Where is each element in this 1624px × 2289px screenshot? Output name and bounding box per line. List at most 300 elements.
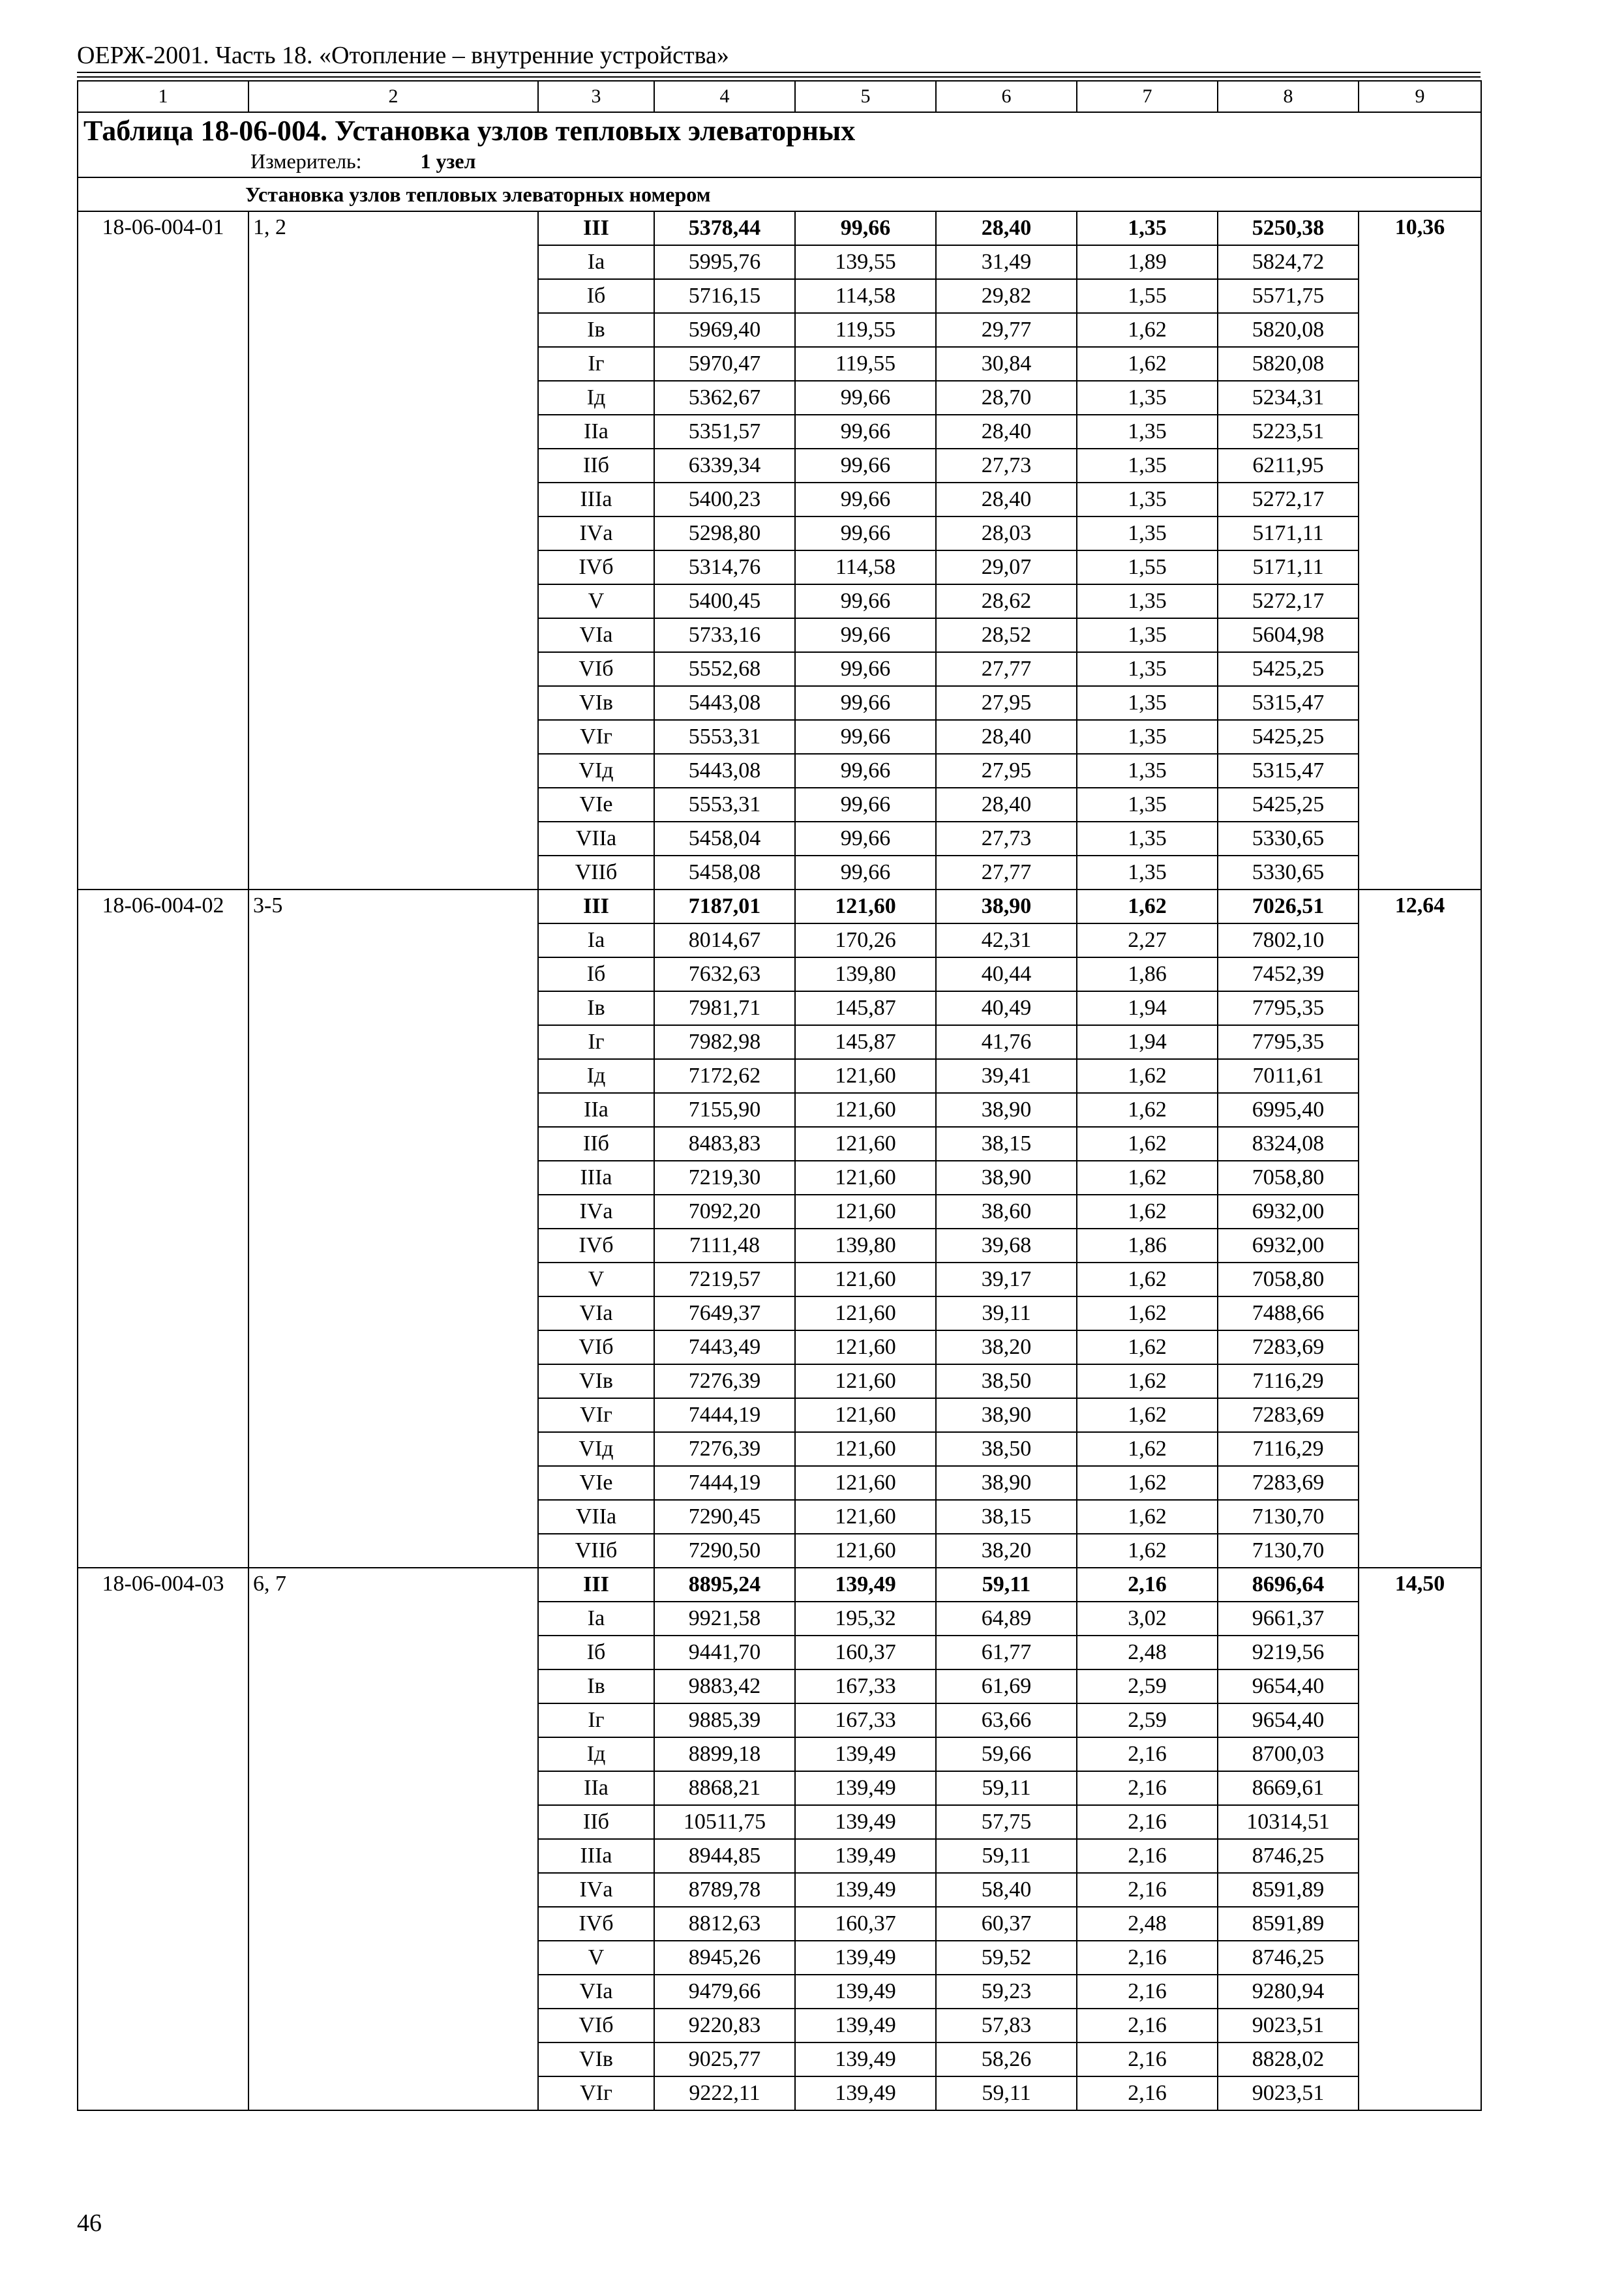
row-variant: VIд (538, 754, 654, 788)
unit-line (83, 148, 1475, 174)
row-variant: VIв (538, 686, 654, 720)
total-cost: 5298,80 (654, 516, 795, 550)
wages: 121,60 (795, 1432, 936, 1466)
row-variant: IVа (538, 1873, 654, 1907)
total-cost: 7444,19 (654, 1466, 795, 1500)
materials-cost: 5315,47 (1218, 754, 1359, 788)
column-number: 6 (936, 81, 1077, 112)
machine-cost: 60,37 (936, 1907, 1077, 1941)
row-variant: V (538, 1941, 654, 1975)
machinist-wages: 1,35 (1077, 211, 1218, 245)
machinist-wages: 1,55 (1077, 279, 1218, 313)
materials-cost: 10314,51 (1218, 1805, 1359, 1839)
total-cost: 5378,44 (654, 211, 795, 245)
materials-cost: 7802,10 (1218, 923, 1359, 957)
machine-cost: 57,83 (936, 2009, 1077, 2042)
machinist-wages: 2,48 (1077, 1636, 1218, 1669)
row-variant: VIа (538, 1296, 654, 1330)
materials-cost: 8591,89 (1218, 1907, 1359, 1941)
materials-cost: 5330,65 (1218, 822, 1359, 856)
machinist-wages: 1,35 (1077, 483, 1218, 516)
machinist-wages: 2,16 (1077, 2076, 1218, 2110)
machine-cost: 31,49 (936, 245, 1077, 279)
total-cost: 9025,77 (654, 2042, 795, 2076)
materials-cost: 7283,69 (1218, 1466, 1359, 1500)
machinist-wages: 3,02 (1077, 1602, 1218, 1636)
table-row (78, 890, 1481, 923)
wages: 160,37 (795, 1636, 936, 1669)
wages: 139,49 (795, 1941, 936, 1975)
machine-cost: 38,90 (936, 1398, 1077, 1432)
elevator-number: 6, 7 (248, 1568, 538, 2110)
machine-cost: 30,84 (936, 347, 1077, 381)
machinist-wages: 2,59 (1077, 1669, 1218, 1703)
machine-cost: 27,73 (936, 822, 1077, 856)
materials-cost: 5330,65 (1218, 856, 1359, 890)
total-cost: 7290,45 (654, 1500, 795, 1534)
machinist-wages: 1,62 (1077, 347, 1218, 381)
wages: 145,87 (795, 991, 936, 1025)
machine-cost: 27,77 (936, 652, 1077, 686)
machine-cost: 38,90 (936, 1161, 1077, 1195)
total-cost: 7981,71 (654, 991, 795, 1025)
total-cost: 8945,26 (654, 1941, 795, 1975)
materials-cost: 9654,40 (1218, 1703, 1359, 1737)
table-title-row (78, 112, 1481, 177)
header-rule (77, 76, 1481, 78)
total-cost: 5553,31 (654, 720, 795, 754)
row-variant: IVа (538, 1195, 654, 1229)
machine-cost: 28,70 (936, 381, 1077, 415)
wages: 121,60 (795, 1500, 936, 1534)
materials-cost: 7283,69 (1218, 1330, 1359, 1364)
materials-cost: 8669,61 (1218, 1771, 1359, 1805)
materials-cost: 5315,47 (1218, 686, 1359, 720)
row-variant: IIб (538, 449, 654, 483)
machine-cost: 27,73 (936, 449, 1077, 483)
machine-cost: 59,11 (936, 1839, 1077, 1873)
total-cost: 7187,01 (654, 890, 795, 923)
row-variant: IIб (538, 1805, 654, 1839)
wages: 139,80 (795, 957, 936, 991)
machine-cost: 28,52 (936, 618, 1077, 652)
materials-cost: 9023,51 (1218, 2076, 1359, 2110)
wages: 99,66 (795, 788, 936, 822)
materials-cost: 9219,56 (1218, 1636, 1359, 1669)
machine-cost: 61,69 (936, 1669, 1077, 1703)
wages: 121,60 (795, 1263, 936, 1296)
machinist-wages: 2,27 (1077, 923, 1218, 957)
machinist-wages: 1,62 (1077, 1263, 1218, 1296)
total-cost: 5969,40 (654, 313, 795, 347)
machine-cost: 38,50 (936, 1432, 1077, 1466)
row-variant: VIг (538, 1398, 654, 1432)
total-cost: 5733,16 (654, 618, 795, 652)
machinist-wages: 1,35 (1077, 856, 1218, 890)
materials-cost: 5171,11 (1218, 550, 1359, 584)
row-variant: Iд (538, 381, 654, 415)
materials-cost: 7011,61 (1218, 1059, 1359, 1093)
machine-cost: 28,03 (936, 516, 1077, 550)
materials-cost: 9661,37 (1218, 1602, 1359, 1636)
materials-cost: 5820,08 (1218, 313, 1359, 347)
machine-cost: 29,82 (936, 279, 1077, 313)
row-variant: VIб (538, 652, 654, 686)
materials-cost: 5820,08 (1218, 347, 1359, 381)
wages: 114,58 (795, 279, 936, 313)
total-cost: 5458,08 (654, 856, 795, 890)
unit-value: 1 узел (420, 149, 476, 173)
row-variant: VIг (538, 2076, 654, 2110)
machinist-wages: 1,86 (1077, 957, 1218, 991)
wages: 99,66 (795, 652, 936, 686)
wages: 139,49 (795, 2042, 936, 2076)
row-variant: IVа (538, 516, 654, 550)
wages: 139,49 (795, 1873, 936, 1907)
row-variant: Iг (538, 347, 654, 381)
machine-cost: 63,66 (936, 1703, 1077, 1737)
machinist-wages: 2,16 (1077, 2009, 1218, 2042)
machinist-wages: 1,35 (1077, 686, 1218, 720)
total-cost: 5716,15 (654, 279, 795, 313)
wages: 121,60 (795, 1161, 936, 1195)
materials-cost: 8700,03 (1218, 1737, 1359, 1771)
wages: 139,55 (795, 245, 936, 279)
total-cost: 7982,98 (654, 1025, 795, 1059)
machinist-wages: 1,35 (1077, 788, 1218, 822)
table-title: Таблица 18-06-004. Установка узлов тепловых элеваторных (83, 115, 856, 147)
row-variant: V (538, 1263, 654, 1296)
row-variant: III (538, 211, 654, 245)
machine-cost: 38,15 (936, 1127, 1077, 1161)
row-variant: Iг (538, 1025, 654, 1059)
total-cost: 8868,21 (654, 1771, 795, 1805)
materials-cost: 5604,98 (1218, 618, 1359, 652)
row-variant: IVб (538, 550, 654, 584)
machine-cost: 39,68 (936, 1229, 1077, 1263)
table-title-cell (78, 112, 1481, 177)
total-cost: 9885,39 (654, 1703, 795, 1737)
machinist-wages: 1,62 (1077, 313, 1218, 347)
machine-cost: 27,95 (936, 754, 1077, 788)
wages: 99,66 (795, 618, 936, 652)
page-number: 46 (77, 2209, 102, 2237)
machine-cost: 28,40 (936, 211, 1077, 245)
total-cost: 5995,76 (654, 245, 795, 279)
materials-cost: 5171,11 (1218, 516, 1359, 550)
materials-cost: 8828,02 (1218, 2042, 1359, 2076)
row-variant: IIб (538, 1127, 654, 1161)
machine-cost: 58,26 (936, 2042, 1077, 2076)
materials-cost: 5234,31 (1218, 381, 1359, 415)
row-variant: IIа (538, 1093, 654, 1127)
machine-cost: 38,50 (936, 1364, 1077, 1398)
wages: 139,80 (795, 1229, 936, 1263)
labor-cost: 12,64 (1359, 890, 1481, 1568)
machine-cost: 59,66 (936, 1737, 1077, 1771)
wages: 121,60 (795, 1466, 936, 1500)
row-variant: VIв (538, 1364, 654, 1398)
wages: 99,66 (795, 720, 936, 754)
materials-cost: 7795,35 (1218, 991, 1359, 1025)
table-row (78, 211, 1481, 245)
column-number: 5 (795, 81, 936, 112)
row-variant: IIIа (538, 1839, 654, 1873)
wages: 99,66 (795, 483, 936, 516)
materials-cost: 7283,69 (1218, 1398, 1359, 1432)
machine-cost: 29,77 (936, 313, 1077, 347)
machinist-wages: 1,35 (1077, 381, 1218, 415)
machine-cost: 28,40 (936, 483, 1077, 516)
labor-cost: 14,50 (1359, 1568, 1481, 2110)
labor-cost: 10,36 (1359, 211, 1481, 890)
total-cost: 7632,63 (654, 957, 795, 991)
total-cost: 5400,23 (654, 483, 795, 516)
materials-cost: 8746,25 (1218, 1941, 1359, 1975)
total-cost: 9479,66 (654, 1975, 795, 2009)
wages: 99,66 (795, 856, 936, 890)
machinist-wages: 1,94 (1077, 991, 1218, 1025)
section-title: Установка узлов тепловых элеваторных номером (78, 177, 1481, 211)
wages: 119,55 (795, 347, 936, 381)
machinist-wages: 2,16 (1077, 1771, 1218, 1805)
machine-cost: 38,90 (936, 1466, 1077, 1500)
machine-cost: 28,62 (936, 584, 1077, 618)
total-cost: 7219,57 (654, 1263, 795, 1296)
total-cost: 8899,18 (654, 1737, 795, 1771)
materials-cost: 7026,51 (1218, 890, 1359, 923)
total-cost: 9220,83 (654, 2009, 795, 2042)
materials-cost: 8324,08 (1218, 1127, 1359, 1161)
table-body (78, 81, 1481, 2110)
section-title-row (78, 177, 1481, 211)
row-variant: IIа (538, 415, 654, 449)
materials-cost: 7116,29 (1218, 1432, 1359, 1466)
machinist-wages: 1,62 (1077, 890, 1218, 923)
column-number: 2 (248, 81, 538, 112)
wages: 139,49 (795, 1839, 936, 1873)
row-variant: VIг (538, 720, 654, 754)
wages: 170,26 (795, 923, 936, 957)
total-cost: 7111,48 (654, 1229, 795, 1263)
row-variant: VIа (538, 1975, 654, 2009)
materials-cost: 6932,00 (1218, 1229, 1359, 1263)
machine-cost: 39,17 (936, 1263, 1077, 1296)
machine-cost: 39,11 (936, 1296, 1077, 1330)
total-cost: 9883,42 (654, 1669, 795, 1703)
machine-cost: 38,60 (936, 1195, 1077, 1229)
total-cost: 9921,58 (654, 1602, 795, 1636)
machine-cost: 38,15 (936, 1500, 1077, 1534)
machine-cost: 58,40 (936, 1873, 1077, 1907)
row-variant: Iд (538, 1737, 654, 1771)
machine-cost: 27,95 (936, 686, 1077, 720)
materials-cost: 5425,25 (1218, 788, 1359, 822)
wages: 167,33 (795, 1703, 936, 1737)
machine-cost: 42,31 (936, 923, 1077, 957)
row-variant: IIIа (538, 483, 654, 516)
total-cost: 5362,67 (654, 381, 795, 415)
wages: 121,60 (795, 1059, 936, 1093)
materials-cost: 5250,38 (1218, 211, 1359, 245)
row-variant: V (538, 584, 654, 618)
machinist-wages: 1,62 (1077, 1093, 1218, 1127)
machinist-wages: 2,16 (1077, 1975, 1218, 2009)
machine-cost: 40,49 (936, 991, 1077, 1025)
machine-cost: 28,40 (936, 720, 1077, 754)
wages: 121,60 (795, 1398, 936, 1432)
total-cost: 8944,85 (654, 1839, 795, 1873)
wages: 99,66 (795, 415, 936, 449)
total-cost: 5351,57 (654, 415, 795, 449)
machinist-wages: 1,62 (1077, 1500, 1218, 1534)
machinist-wages: 1,35 (1077, 822, 1218, 856)
materials-cost: 9654,40 (1218, 1669, 1359, 1703)
wages: 139,49 (795, 2076, 936, 2110)
machinist-wages: 1,62 (1077, 1466, 1218, 1500)
total-cost: 6339,34 (654, 449, 795, 483)
machinist-wages: 1,89 (1077, 245, 1218, 279)
machinist-wages: 1,35 (1077, 720, 1218, 754)
row-variant: IVб (538, 1907, 654, 1941)
machine-cost: 59,23 (936, 1975, 1077, 2009)
norms-table (77, 80, 1482, 2111)
total-cost: 7276,39 (654, 1364, 795, 1398)
wages: 99,66 (795, 822, 936, 856)
machine-cost: 59,11 (936, 2076, 1077, 2110)
materials-cost: 5272,17 (1218, 483, 1359, 516)
materials-cost: 5824,72 (1218, 245, 1359, 279)
total-cost: 9441,70 (654, 1636, 795, 1669)
column-number: 1 (78, 81, 248, 112)
machinist-wages: 2,16 (1077, 1568, 1218, 1602)
wages: 167,33 (795, 1669, 936, 1703)
row-variant: VIб (538, 1330, 654, 1364)
materials-cost: 7116,29 (1218, 1364, 1359, 1398)
materials-cost: 6995,40 (1218, 1093, 1359, 1127)
machine-cost: 40,44 (936, 957, 1077, 991)
wages: 139,49 (795, 2009, 936, 2042)
machinist-wages: 2,48 (1077, 1907, 1218, 1941)
row-variant: VIIб (538, 1534, 654, 1568)
machine-cost: 38,90 (936, 890, 1077, 923)
total-cost: 8483,83 (654, 1127, 795, 1161)
machinist-wages: 1,55 (1077, 550, 1218, 584)
row-variant: IIа (538, 1771, 654, 1805)
total-cost: 5458,04 (654, 822, 795, 856)
wages: 114,58 (795, 550, 936, 584)
total-cost: 5970,47 (654, 347, 795, 381)
column-number-row (78, 81, 1481, 112)
total-cost: 7219,30 (654, 1161, 795, 1195)
wages: 99,66 (795, 516, 936, 550)
column-number: 9 (1359, 81, 1481, 112)
row-variant: Iг (538, 1703, 654, 1737)
materials-cost: 8591,89 (1218, 1873, 1359, 1907)
row-variant: VIIб (538, 856, 654, 890)
materials-cost: 7058,80 (1218, 1263, 1359, 1296)
column-number: 4 (654, 81, 795, 112)
total-cost: 5314,76 (654, 550, 795, 584)
wages: 139,49 (795, 1737, 936, 1771)
total-cost: 10511,75 (654, 1805, 795, 1839)
machine-cost: 38,20 (936, 1534, 1077, 1568)
machine-cost: 41,76 (936, 1025, 1077, 1059)
wages: 121,60 (795, 1330, 936, 1364)
wages: 139,49 (795, 1975, 936, 2009)
row-variant: VIб (538, 2009, 654, 2042)
wages: 121,60 (795, 1364, 936, 1398)
machinist-wages: 1,62 (1077, 1534, 1218, 1568)
unit-label: Измеритель: (250, 149, 362, 173)
row-variant: VIв (538, 2042, 654, 2076)
row-variant: Iа (538, 245, 654, 279)
machine-cost: 28,40 (936, 788, 1077, 822)
total-cost: 9222,11 (654, 2076, 795, 2110)
machine-cost: 39,41 (936, 1059, 1077, 1093)
column-number: 8 (1218, 81, 1359, 112)
machinist-wages: 1,62 (1077, 1364, 1218, 1398)
machinist-wages: 1,35 (1077, 652, 1218, 686)
total-cost: 5443,08 (654, 754, 795, 788)
total-cost: 7155,90 (654, 1093, 795, 1127)
machinist-wages: 2,16 (1077, 1805, 1218, 1839)
machinist-wages: 2,16 (1077, 2042, 1218, 2076)
materials-cost: 5223,51 (1218, 415, 1359, 449)
row-variant: Iв (538, 1669, 654, 1703)
materials-cost: 7452,39 (1218, 957, 1359, 991)
row-variant: VIа (538, 618, 654, 652)
machinist-wages: 1,62 (1077, 1330, 1218, 1364)
column-number: 7 (1077, 81, 1218, 112)
machine-cost: 38,90 (936, 1093, 1077, 1127)
machinist-wages: 1,35 (1077, 516, 1218, 550)
row-variant: Iб (538, 1636, 654, 1669)
row-variant: IIIа (538, 1161, 654, 1195)
materials-cost: 6211,95 (1218, 449, 1359, 483)
total-cost: 8789,78 (654, 1873, 795, 1907)
wages: 119,55 (795, 313, 936, 347)
machinist-wages: 1,62 (1077, 1059, 1218, 1093)
machinist-wages: 2,16 (1077, 1839, 1218, 1873)
machinist-wages: 1,62 (1077, 1161, 1218, 1195)
header-rule (77, 72, 1481, 73)
materials-cost: 9023,51 (1218, 2009, 1359, 2042)
wages: 121,60 (795, 1195, 936, 1229)
machinist-wages: 2,16 (1077, 1873, 1218, 1907)
row-variant: VIд (538, 1432, 654, 1466)
total-cost: 8812,63 (654, 1907, 795, 1941)
materials-cost: 5571,75 (1218, 279, 1359, 313)
materials-cost: 9280,94 (1218, 1975, 1359, 2009)
wages: 121,60 (795, 1296, 936, 1330)
machinist-wages: 2,16 (1077, 1941, 1218, 1975)
materials-cost: 5272,17 (1218, 584, 1359, 618)
elevator-number: 3-5 (248, 890, 538, 1568)
wages: 121,60 (795, 1127, 936, 1161)
wages: 121,60 (795, 1534, 936, 1568)
wages: 99,66 (795, 686, 936, 720)
row-variant: Iв (538, 313, 654, 347)
wages: 160,37 (795, 1907, 936, 1941)
elevator-number: 1, 2 (248, 211, 538, 890)
wages: 99,66 (795, 754, 936, 788)
rate-code: 18-06-004-02 (78, 890, 248, 1568)
materials-cost: 5425,25 (1218, 652, 1359, 686)
machine-cost: 59,11 (936, 1568, 1077, 1602)
machine-cost: 28,40 (936, 415, 1077, 449)
machinist-wages: 2,16 (1077, 1737, 1218, 1771)
